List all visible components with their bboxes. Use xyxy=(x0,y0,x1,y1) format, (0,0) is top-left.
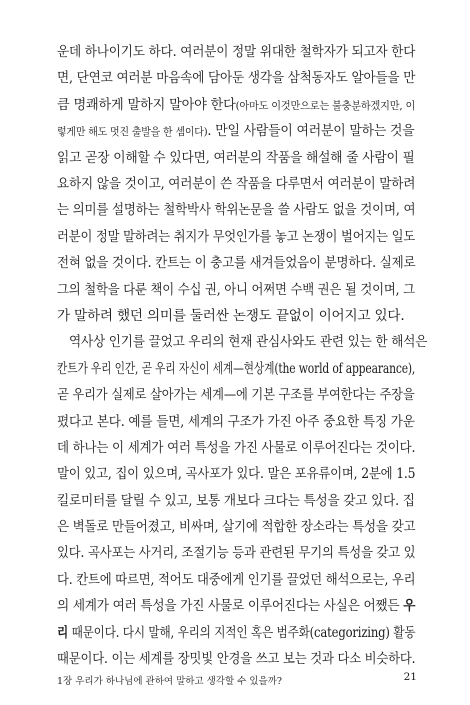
body-line: 때문이다. 이는 세계를 장밋빛 안경을 쓰고 보는 것과 다소 비슷하다. xyxy=(57,651,416,667)
body-line: 킬로미터를 달릴 수 있고, 보통 개보다 크다는 특성을 갖고 있다. 집 xyxy=(57,492,415,509)
body-line xyxy=(57,595,415,617)
page-number: 21 xyxy=(403,671,417,683)
body-line xyxy=(57,120,415,142)
body-line: 읽고 곧장 이해할 수 있다면, 여러분의 작품을 해설해 줄 사람이 필 xyxy=(57,149,415,166)
body-line: 요하지 않을 것이고, 여러분이 쓴 작품을 다루면서 여러분이 말하려 xyxy=(57,176,416,192)
body-line: 가 말하려 했던 의미를 둘러싼 논쟁도 끝없이 이어지고 있다. xyxy=(57,307,405,324)
running-head: 1장 우리가 하나님에 관하여 말하고 생각할 수 있을까? xyxy=(57,676,282,687)
body-line-paragraph-start: 역사상 인기를 끌었고 우리의 현재 관심사와도 관련 있는 한 해석은 xyxy=(69,334,428,351)
body-line: 은 벽돌로 만들어졌고, 비싸며, 살기에 적합한 장소라는 특성을 갖고 xyxy=(57,519,416,535)
body-line xyxy=(57,622,415,644)
body-line: 전혀 없을 것이다. 칸트는 이 충고를 새겨들었음이 분명하다. 실제로 xyxy=(57,255,416,272)
body-line: 면, 단연코 여러분 마음속에 담아둔 생각을 삼척동자도 알아들을 만 xyxy=(57,70,416,87)
body-line: 있다. 곡사포는 사거리, 조절기능 등과 관련된 무기의 특성을 갖고 있 xyxy=(57,545,416,562)
emphasis-text: 리 xyxy=(57,624,69,641)
body-line-text: . 만일 사람들이 여러분이 말하는 것을 xyxy=(207,123,415,140)
emphasis-text: 우 xyxy=(403,598,416,615)
body-line xyxy=(57,94,415,116)
body-line-text: 의 세계가 여러 특성을 가진 사물로 이루어진다는 사실은 어쨌든 xyxy=(57,598,404,615)
body-line-text: 큼 명쾌하게 말하지 말아야 한다 xyxy=(57,96,236,113)
body-line: 운데 하나이기도 하다. 여러분이 정말 위대한 철학자가 되고자 한다 xyxy=(57,44,416,60)
body-line: 데 하나는 이 세계가 여러 특성을 가진 사물로 이루어진다는 것이다. xyxy=(57,439,416,456)
body-line: 폈다고 본다. 예를 들면, 세계의 구조가 가진 아주 중요한 특징 가운 xyxy=(57,413,415,430)
body-line-text: 때문이다. 다시 말해, 우리의 지적인 혹은 범주화(categorizing) 활동 xyxy=(68,624,416,641)
body-line: 는 의미를 설명하는 철학박사 학위논문을 쓸 사람도 없을 것이며, 여 xyxy=(57,202,416,219)
body-line: 칸트가 우리 인간, 곧 우리 자신이 세계—현상계(the world of appearance), xyxy=(57,360,416,377)
body-line: 그의 철학을 다룬 책이 수십 권, 아니 어쩌면 수백 권은 될 것이며, 그 xyxy=(57,281,415,298)
body-line: 다. 칸트에 따르면, 적어도 대중에게 인기를 끌었던 해석으로는, 우리 xyxy=(57,571,416,588)
body-line: 러분이 정말 말하려는 취지가 무엇인가를 놓고 논쟁이 벌어지는 일도 xyxy=(57,228,416,245)
parenthetical-note: 렇게만 해도 멋진 출발을 한 셈이다) xyxy=(57,126,208,139)
parenthetical-note: (아마도 이것만으로는 불충분하겠지만, 이 xyxy=(235,99,416,112)
body-line: 곧 우리가 실제로 살아가는 세계—에 기본 구조를 부여한다는 주장을 xyxy=(57,387,415,404)
body-line: 말이 있고, 집이 있으며, 곡사포가 있다. 말은 포유류이며, 2분에 1.5 xyxy=(57,466,416,483)
